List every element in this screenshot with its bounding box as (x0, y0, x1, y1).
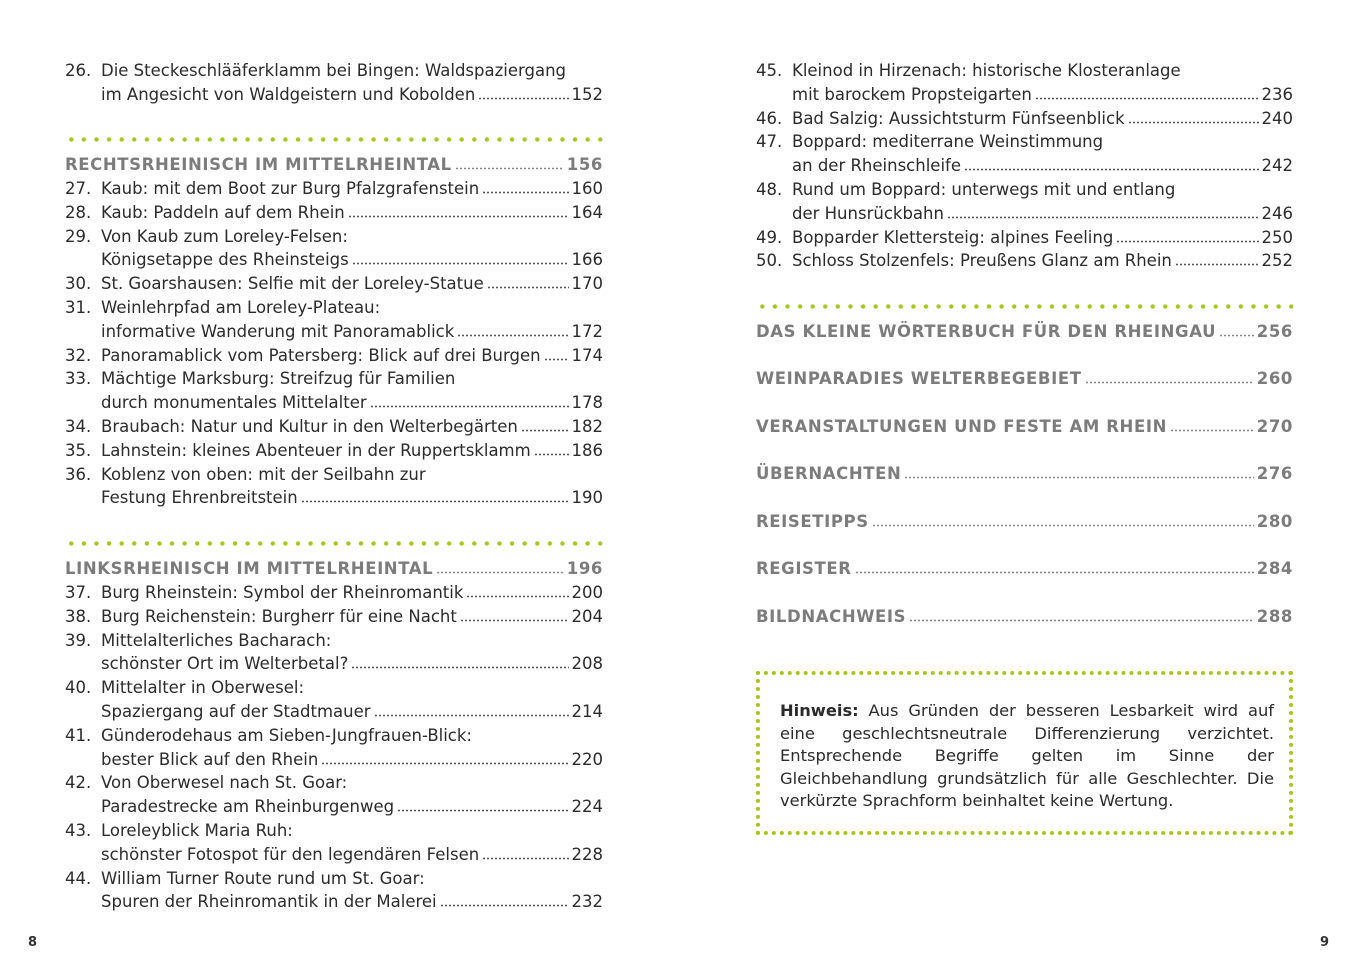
toc-entry-36[interactable] (65, 463, 603, 511)
section-title: WEINPARADIES WELTERBEGEBIET (756, 369, 1082, 389)
leader-dots (521, 417, 569, 432)
entry-page: 166 (571, 250, 603, 270)
section-title: REISETIPPS (756, 511, 869, 531)
entry-title: Von Oberwesel nach St. Goar: (101, 773, 348, 793)
entry-title: Mächtige Marksburg: Streifzug für Familien (101, 369, 456, 389)
entry-number: 28. (65, 202, 92, 222)
toc-entry-40[interactable] (65, 676, 603, 724)
leader-dots (352, 251, 569, 266)
entry-page: 246 (1261, 203, 1293, 223)
toc-list-right (756, 59, 1293, 273)
entry-title: Lahnstein: kleines Abenteuer in der Ruppertsklamm (101, 440, 531, 460)
leader-dots (1219, 322, 1254, 337)
entry-page: 232 (571, 892, 603, 912)
entry-page: 208 (571, 654, 603, 674)
entry-number: 29. (65, 226, 92, 246)
entry-number: 48. (756, 179, 783, 199)
entry-number: 34. (65, 416, 92, 436)
entry-title-cont: bester Blick auf den Rhein (101, 749, 319, 769)
entry-page: 182 (571, 416, 603, 436)
leader-dots (440, 893, 569, 908)
section-title: RECHTSRHEINISCH IM MITTELRHEINTAL (65, 155, 452, 174)
entry-title: Burg Reichenstein: Burgherr für eine Nacht (101, 606, 457, 626)
toc-entry-31[interactable] (65, 296, 603, 344)
entry-page: 186 (571, 440, 603, 460)
section-page: 260 (1256, 369, 1293, 389)
section-title: REGISTER (756, 559, 852, 579)
entry-title: St. Goarshausen: Selfie mit der Loreley-Statue (101, 274, 484, 294)
toc-entry-47[interactable] (756, 130, 1293, 178)
entry-page: 250 (1261, 227, 1293, 247)
entry-page: 228 (571, 844, 603, 864)
entry-number: 30. (65, 274, 92, 294)
entry-title: Loreleyblick Maria Ruh: (101, 820, 293, 840)
entry-page: 220 (571, 749, 603, 769)
section-entry[interactable] (756, 367, 1293, 391)
entry-number: 26. (65, 61, 92, 80)
entry-title-cont: durch monumentales Mittelalter (101, 393, 367, 413)
entry-title: Günderodehaus am Sieben-Jungfrauen-Blick: (101, 725, 472, 745)
entry-page: 242 (1261, 156, 1293, 176)
entry-title-cont: der Hunsrückbahn (792, 203, 944, 223)
leader-dots (478, 85, 568, 100)
entry-title-cont: im Angesicht von Waldgeistern und Kobolden (101, 84, 476, 104)
entry-page: 152 (571, 84, 603, 104)
section-title: ÜBERNACHTEN (756, 464, 902, 484)
entry-page: 240 (1261, 108, 1293, 128)
section-entry[interactable] (756, 320, 1293, 344)
notice-text (780, 700, 1274, 813)
entry-title: Von Kaub zum Loreley-Felsen: (101, 226, 348, 246)
section-entry[interactable] (756, 462, 1293, 486)
toc-list-rechts (65, 177, 603, 510)
entry-title-cont: schönster Fotospot für den legendären Felsen (101, 844, 480, 864)
leader-dots (1128, 109, 1259, 124)
section-page: 284 (1256, 559, 1293, 579)
page-number-left: 8 (28, 935, 38, 950)
leader-dots (460, 607, 569, 622)
entry-title: Kaub: Paddeln auf dem Rhein (101, 202, 345, 222)
toc-entry-42[interactable] (65, 771, 603, 819)
entry-number: 39. (65, 630, 92, 650)
leader-dots (1085, 370, 1254, 385)
toc-entry-49[interactable] (756, 226, 1293, 250)
entry-title: Die Steckeschlääferklamm bei Bingen: Waldspaziergang (101, 61, 567, 80)
leader-dots (436, 559, 563, 574)
toc-entry-45[interactable] (756, 59, 1293, 107)
entry-number: 32. (65, 345, 92, 365)
entry-title-cont: informative Wanderung mit Panoramablick (101, 321, 455, 341)
toc-entry-41[interactable] (65, 724, 603, 772)
entry-page: 164 (571, 202, 603, 222)
entry-title: Rund um Boppard: unterwegs mit und entlang (792, 179, 1176, 199)
entry-number: 44. (65, 868, 92, 888)
entry-title: Mittelalter in Oberwesel: (101, 678, 305, 698)
section-title: DAS KLEINE WÖRTERBUCH FÜR DEN RHEINGAU (756, 322, 1217, 341)
leader-dots (1035, 85, 1259, 100)
section-entry[interactable] (756, 510, 1293, 534)
leader-dots (301, 489, 569, 504)
entry-title-cont: an der Rheinschleife (792, 156, 961, 176)
leader-dots (872, 512, 1254, 527)
leader-dots (544, 346, 569, 361)
entry-title-cont: Königsetappe des Rheinsteigs (101, 250, 349, 270)
section-page: 288 (1256, 606, 1293, 626)
section-divider (65, 541, 603, 546)
entry-number: 49. (756, 227, 783, 247)
section-page: 276 (1256, 464, 1293, 484)
toc-entry-39[interactable] (65, 629, 603, 677)
toc-sections-right (756, 320, 1293, 652)
section-linksrheinisch[interactable] (65, 557, 603, 581)
section-entry[interactable] (756, 415, 1293, 439)
section-rechtsrheinisch[interactable] (65, 153, 603, 177)
entry-number: 35. (65, 440, 92, 460)
entry-number: 27. (65, 179, 92, 198)
entry-title: Weinlehrpfad am Loreley-Plateau: (101, 297, 381, 317)
entry-title: Bad Salzig: Aussichtsturm Fünfseenblick (792, 108, 1125, 128)
section-title: BILDNACHWEIS (756, 606, 907, 626)
section-title: LINKSRHEINISCH IM MITTELRHEINTAL (65, 559, 434, 578)
entry-page: 170 (571, 274, 603, 294)
entry-title-cont: mit barockem Propsteigarten (792, 84, 1032, 104)
entry-number: 50. (756, 251, 783, 271)
leader-dots (534, 441, 569, 456)
entry-number: 36. (65, 464, 92, 484)
leader-dots (909, 607, 1254, 622)
toc-entry-26[interactable] (65, 59, 603, 107)
entry-title: Mittelalterliches Bacharach: (101, 630, 332, 650)
toc-entry-32[interactable] (65, 344, 603, 368)
leader-dots (1116, 228, 1258, 243)
entry-page: 178 (571, 393, 603, 413)
toc-entry-30[interactable] (65, 272, 603, 296)
toc-entry-38[interactable] (65, 605, 603, 629)
entry-number: 43. (65, 820, 92, 840)
section-divider (756, 304, 1293, 309)
toc-entry-48[interactable] (756, 178, 1293, 226)
entry-number: 33. (65, 369, 92, 389)
entry-title: Braubach: Natur und Kultur in den Welterbegärten (101, 416, 518, 436)
section-entry[interactable] (756, 605, 1293, 629)
entry-page: 160 (571, 179, 603, 198)
leader-dots (457, 322, 568, 337)
entry-number: 37. (65, 583, 92, 602)
leader-dots (348, 203, 569, 218)
toc-entry-37[interactable] (65, 581, 603, 605)
entry-page: 236 (1261, 84, 1293, 104)
entry-title: Bopparder Klettersteig: alpines Feeling (792, 227, 1114, 247)
entry-page: 214 (571, 701, 603, 721)
notice-box (756, 671, 1293, 835)
entry-page: 172 (571, 321, 603, 341)
toc-entry-29[interactable] (65, 225, 603, 273)
entry-page: 200 (571, 583, 603, 602)
section-entry[interactable] (756, 557, 1293, 581)
entry-page: 174 (571, 345, 603, 365)
leader-dots (964, 156, 1259, 171)
toc-entry-27[interactable] (65, 177, 603, 201)
entry-number: 38. (65, 606, 92, 626)
leader-dots (321, 750, 568, 765)
notice-body: Aus Gründen der besseren Lesbarkeit wird auf eine geschlechtsneutrale Differenzierung verzichtet. Entsprechende Begriffe gelten im Sinne der Gleichbehandlung grundsätzlich für alle Geschlechter. Die verkürzte Sprachform beinhaltet keine Wertung. (780, 701, 1274, 810)
entry-title: Koblenz von oben: mit der Seilbahn zur (101, 464, 426, 484)
entry-number: 47. (756, 132, 783, 152)
toc-entry-43[interactable] (65, 819, 603, 867)
section-title: VERANSTALTUNGEN UND FESTE AM RHEIN (756, 416, 1167, 436)
entry-title-cont: Spaziergang auf der Stadtmauer (101, 701, 371, 721)
entry-title: Schloss Stolzenfels: Preußens Glanz am Rhein (792, 251, 1172, 271)
leader-dots (947, 204, 1259, 219)
section-page: 256 (1256, 322, 1293, 341)
leader-dots (370, 393, 569, 408)
entry-title-cont: schönster Ort im Welterbetal? (101, 654, 349, 674)
section-page: 270 (1256, 416, 1293, 436)
section-page: 196 (566, 559, 603, 578)
section-page: 156 (566, 155, 603, 174)
entry-page: 190 (571, 488, 603, 508)
entry-page: 252 (1261, 251, 1293, 271)
entry-page: 224 (571, 797, 603, 817)
toc-list-links (65, 581, 603, 914)
entry-number: 40. (65, 678, 92, 698)
entry-title-cont: Spuren der Rheinromantik in der Malerei (101, 892, 437, 912)
entry-page: 204 (571, 606, 603, 626)
toc-entry-35[interactable] (65, 439, 603, 463)
entry-title-cont: Paradestrecke am Rheinburgenweg (101, 797, 395, 817)
page-number-right: 9 (1320, 935, 1330, 950)
entry-title: William Turner Route rund um St. Goar: (101, 868, 425, 888)
leader-dots (1175, 252, 1259, 267)
entry-number: 41. (65, 725, 92, 745)
toc-entry-34[interactable] (65, 415, 603, 439)
leader-dots (374, 702, 569, 717)
entry-number: 45. (756, 61, 783, 80)
toc-entry-50[interactable] (756, 249, 1293, 273)
leader-dots (1170, 417, 1254, 432)
leader-dots (482, 845, 568, 860)
toc-entry-46[interactable] (756, 107, 1293, 131)
section-divider (65, 137, 603, 142)
entry-title: Burg Rheinstein: Symbol der Rheinromantik (101, 583, 464, 602)
notice-label: Hinweis: (780, 701, 859, 720)
entry-number: 42. (65, 773, 92, 793)
entry-number: 46. (756, 108, 783, 128)
leader-dots (397, 797, 568, 812)
toc-entry-33[interactable] (65, 367, 603, 415)
entry-title: Boppard: mediterrane Weinstimmung (792, 132, 1104, 152)
entry-title: Kleinod in Hirzenach: historische Klosteranlage (792, 61, 1181, 80)
entry-title-cont: Festung Ehrenbreitstein (101, 488, 298, 508)
toc-entry-28[interactable] (65, 201, 603, 225)
section-page: 280 (1256, 511, 1293, 531)
leader-dots (466, 583, 568, 598)
leader-dots (482, 179, 568, 194)
entry-title: Kaub: mit dem Boot zur Burg Pfalzgrafenstein (101, 179, 480, 198)
toc-entry-44[interactable] (65, 867, 603, 915)
entry-number: 31. (65, 297, 92, 317)
leader-dots (351, 655, 568, 670)
leader-dots (487, 274, 569, 289)
leader-dots (455, 155, 564, 170)
leader-dots (855, 560, 1254, 575)
leader-dots (904, 465, 1253, 480)
entry-title: Panoramablick vom Patersberg: Blick auf drei Burgen (101, 345, 541, 365)
